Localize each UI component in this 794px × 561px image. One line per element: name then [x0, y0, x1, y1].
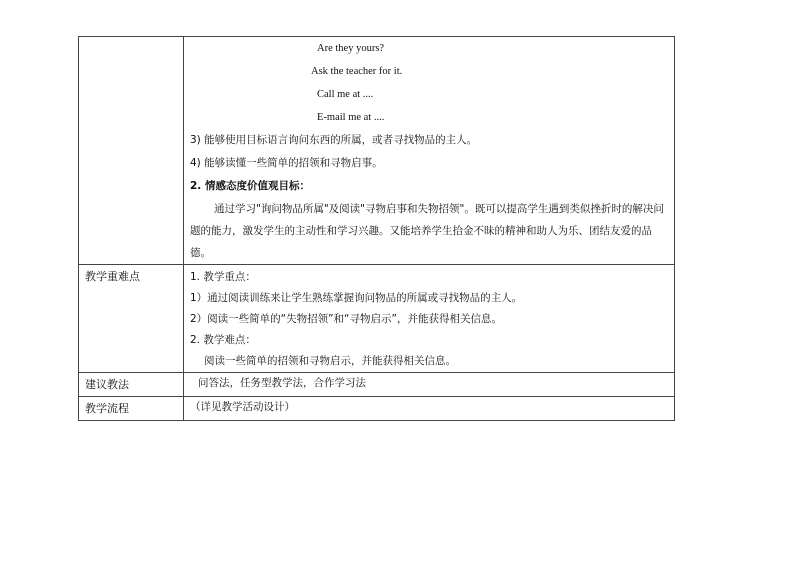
focus-item-1: 1）通过阅读训练来让学生熟练掌握询问物品的所属或寻找物品的主人。 [190, 292, 523, 304]
lesson-plan-table [78, 36, 675, 421]
method-content-cell [184, 373, 675, 397]
focus-item-2: 2）阅读一些简单的“失物招领”和“寻物启示”，并能获得相关信息。 [190, 313, 502, 325]
flow-row [79, 397, 675, 421]
flow-label: 教学流程 [79, 397, 184, 421]
objectives-label-cell [79, 37, 184, 265]
sentence-ask-teacher: Ask the teacher for it. [311, 66, 403, 77]
skill-3: 3) 能够使用目标语言询问东西的所属，或者寻找物品的主人。 [190, 134, 478, 146]
objectives-row [79, 37, 675, 265]
emotion-text: 通过学习"询问物品所属"及阅读"寻物启事和失物招领"。既可以提高学生遇到类似挫折时的解决问题的能力，激发学生的主动性和学习兴趣。又能培养学生拾金不昧的精神和助人为乐、团结友爱的品德。 [190, 203, 664, 259]
key-points-content-cell [184, 265, 675, 373]
sentence-email-me: E-mail me at .... [317, 112, 385, 123]
emotion-heading: 2. 情感态度价值观目标： [190, 180, 310, 192]
objectives-content-cell [184, 37, 675, 265]
key-points-label: 教学重难点 [79, 265, 184, 373]
method-label: 建议教法 [79, 373, 184, 397]
sentence-call-me: Call me at .... [317, 89, 374, 100]
key-points-row [79, 265, 675, 373]
method-row [79, 373, 675, 397]
sentence-are-they-yours: Are they yours? [317, 43, 385, 54]
difficulty-heading: 2. 教学难点： [190, 334, 256, 346]
flow-text: （详见教学活动设计） [190, 401, 295, 413]
focus-heading: 1. 教学重点： [190, 271, 256, 283]
method-text: 问答法，任务型教学法，合作学习法 [198, 377, 366, 389]
skill-4: 4) 能够读懂一些简单的招领和寻物启事。 [190, 157, 383, 169]
flow-content-cell [184, 397, 675, 421]
difficulty-text: 阅读一些简单的招领和寻物启示，并能获得相关信息。 [204, 355, 456, 367]
